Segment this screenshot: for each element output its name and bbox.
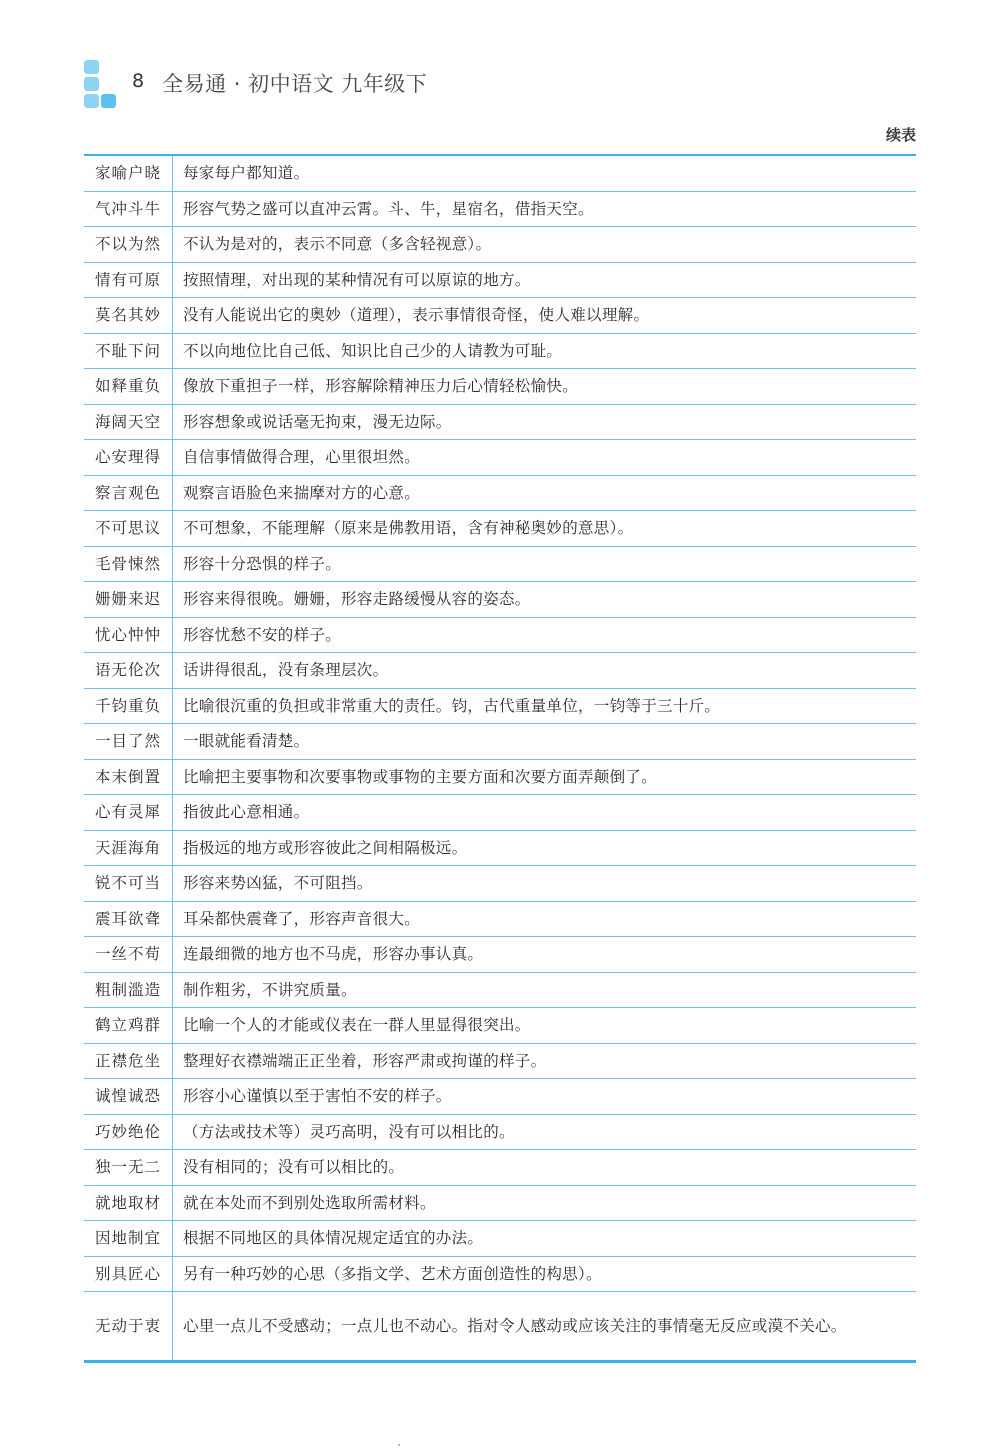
table-row [84, 440, 916, 476]
idiom-definition: 指彼此心意相通。 [173, 795, 917, 831]
idiom-definition: 指极远的地方或形容彼此之间相隔极远。 [173, 830, 917, 866]
idiom-term: 气冲斗牛 [84, 191, 173, 227]
table-row [84, 298, 916, 334]
table-row [84, 830, 916, 866]
table-row [84, 759, 916, 795]
table-row [84, 1185, 916, 1221]
logo-square [101, 94, 116, 108]
stacked-squares-logo-icon [84, 60, 120, 110]
idiom-definition: 一眼就能看清楚。 [173, 724, 917, 760]
idiom-definition: 就在本处而不到别处选取所需材料。 [173, 1185, 917, 1221]
idiom-term: 如释重负 [84, 369, 173, 405]
table-row [84, 333, 916, 369]
idiom-term: 忧心忡忡 [84, 617, 173, 653]
page-number: 8 [132, 70, 145, 92]
idiom-term: 海阔天空 [84, 404, 173, 440]
idiom-term: 察言观色 [84, 475, 173, 511]
idiom-definition: 形容忧愁不安的样子。 [173, 617, 917, 653]
idiom-table [84, 154, 916, 1363]
logo-square [84, 60, 99, 74]
idiom-term: 无动于衷 [84, 1292, 173, 1362]
table-row [84, 404, 916, 440]
idiom-term: 巧妙绝伦 [84, 1114, 173, 1150]
idiom-definition: 话讲得很乱，没有条理层次。 [173, 653, 917, 689]
idiom-definition: 像放下重担子一样，形容解除精神压力后心情轻松愉快。 [173, 369, 917, 405]
table-row [84, 155, 916, 191]
table-row [84, 866, 916, 902]
table-row [84, 972, 916, 1008]
table-row [84, 1150, 916, 1186]
table-row [84, 1256, 916, 1292]
table-row [84, 617, 916, 653]
table-row [84, 901, 916, 937]
idiom-term: 独一无二 [84, 1150, 173, 1186]
table-row [84, 1079, 916, 1115]
idiom-definition: 心里一点儿不受感动；一点儿也不动心。指对令人感动或应该关注的事情毫无反应或漠不关心。 [173, 1292, 917, 1362]
idiom-term: 一丝不苟 [84, 937, 173, 973]
idiom-definition: 制作粗劣，不讲究质量。 [173, 972, 917, 1008]
idiom-term: 心安理得 [84, 440, 173, 476]
idiom-term: 一目了然 [84, 724, 173, 760]
idiom-term: 粗制滥造 [84, 972, 173, 1008]
idiom-term: 正襟危坐 [84, 1043, 173, 1079]
idiom-definition: （方法或技术等）灵巧高明，没有可以相比的。 [173, 1114, 917, 1150]
idiom-definition: 形容想象或说话毫无拘束，漫无边际。 [173, 404, 917, 440]
idiom-term: 别具匠心 [84, 1256, 173, 1292]
idiom-definition: 按照情理，对出现的某种情况有可以原谅的地方。 [173, 262, 917, 298]
table-row [84, 1221, 916, 1257]
table-row [84, 369, 916, 405]
logo-square [84, 94, 99, 108]
table-row [84, 688, 916, 724]
idiom-term: 诚惶诚恐 [84, 1079, 173, 1115]
idiom-definition: 连最细微的地方也不马虎，形容办事认真。 [173, 937, 917, 973]
table-row [84, 262, 916, 298]
table-row [84, 475, 916, 511]
idiom-term: 莫名其妙 [84, 298, 173, 334]
book-title: 全易通 · 初中语文 九年级下 [162, 72, 428, 96]
logo-square [84, 77, 99, 91]
table-row [84, 511, 916, 547]
idiom-definition: 形容十分恐惧的样子。 [173, 546, 917, 582]
idiom-definition: 没有人能说出它的奥妙（道理），表示事情很奇怪，使人难以理解。 [173, 298, 917, 334]
table-row [84, 937, 916, 973]
idiom-definition: 根据不同地区的具体情况规定适宜的办法。 [173, 1221, 917, 1257]
table-row [84, 191, 916, 227]
table-row [84, 1114, 916, 1150]
table-row [84, 1292, 916, 1362]
table-row [84, 582, 916, 618]
idiom-term: 天涯海角 [84, 830, 173, 866]
table-row [84, 795, 916, 831]
print-mark [398, 1444, 400, 1446]
idiom-term: 鹤立鸡群 [84, 1008, 173, 1044]
idiom-term: 家喻户晓 [84, 155, 173, 191]
idiom-term: 毛骨悚然 [84, 546, 173, 582]
idiom-term: 情有可原 [84, 262, 173, 298]
idiom-term: 就地取材 [84, 1185, 173, 1221]
table-row [84, 1008, 916, 1044]
idiom-definition: 自信事情做得合理，心里很坦然。 [173, 440, 917, 476]
idiom-term: 语无伦次 [84, 653, 173, 689]
table-row [84, 724, 916, 760]
idiom-term: 千钧重负 [84, 688, 173, 724]
page-header [84, 60, 427, 110]
idiom-definition: 比喻很沉重的负担或非常重大的责任。钧，古代重量单位，一钧等于三十斤。 [173, 688, 917, 724]
idiom-term: 不耻下问 [84, 333, 173, 369]
idiom-definition: 形容小心谨慎以至于害怕不安的样子。 [173, 1079, 917, 1115]
table-row [84, 653, 916, 689]
idiom-term: 震耳欲聋 [84, 901, 173, 937]
idiom-term: 不以为然 [84, 227, 173, 263]
idiom-term: 因地制宜 [84, 1221, 173, 1257]
idiom-definition: 观察言语脸色来揣摩对方的心意。 [173, 475, 917, 511]
continued-label: 续表 [885, 126, 916, 144]
idiom-definition: 另有一种巧妙的心思（多指文学、艺术方面创造性的构思）。 [173, 1256, 917, 1292]
idiom-term: 锐不可当 [84, 866, 173, 902]
idiom-definition: 没有相同的；没有可以相比的。 [173, 1150, 917, 1186]
idiom-term: 不可思议 [84, 511, 173, 547]
idiom-definition: 整理好衣襟端端正正坐着，形容严肃或拘谨的样子。 [173, 1043, 917, 1079]
idiom-definition: 每家每户都知道。 [183, 164, 310, 183]
idiom-term: 心有灵犀 [84, 795, 173, 831]
idiom-definition: 形容来势凶猛，不可阻挡。 [173, 866, 917, 902]
idiom-definition: 不可想象，不能理解（原来是佛教用语，含有神秘奥妙的意思）。 [173, 511, 917, 547]
idiom-definition: 形容来得很晚。姗姗，形容走路缓慢从容的姿态。 [173, 582, 917, 618]
idiom-definition: 不以向地位比自己低、知识比自己少的人请教为可耻。 [173, 333, 917, 369]
idiom-definition: 比喻一个人的才能或仪表在一群人里显得很突出。 [173, 1008, 917, 1044]
idiom-definition: 不认为是对的，表示不同意（多含轻视意）。 [173, 227, 917, 263]
idiom-definition: 比喻把主要事物和次要事物或事物的主要方面和次要方面弄颠倒了。 [173, 759, 917, 795]
idiom-definition: 耳朵都快震聋了，形容声音很大。 [173, 901, 917, 937]
table-row [84, 1043, 916, 1079]
idiom-definition: 形容气势之盛可以直冲云霄。斗、牛，星宿名，借指天空。 [173, 191, 917, 227]
table-row [84, 546, 916, 582]
table-row [84, 227, 916, 263]
idiom-term: 本末倒置 [84, 759, 173, 795]
idiom-term: 姗姗来迟 [84, 582, 173, 618]
